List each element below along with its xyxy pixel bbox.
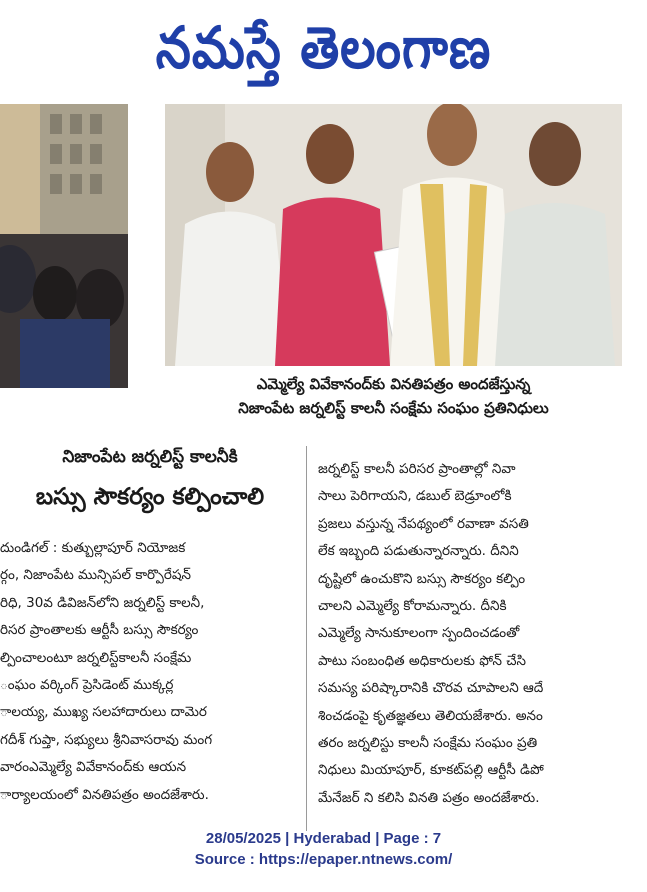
body-line: శించడంపై కృతజ్ఞతలు తెలియజేశారు. అనం	[318, 707, 543, 724]
body-line: జర్నలిస్ట్ కాలనీ పరిసర ప్రాంతాల్లో నివా	[318, 461, 516, 477]
body-line: గదీశ్ గుప్తా, సభ్యులు శ్రీనివాసరావు మంగ	[0, 731, 213, 748]
body-line: ార్యాలయంలో వినతిపత్రం అందజేశారు.	[0, 786, 209, 803]
body-line: సమస్య పరిష్కారానికి చొరవ చూపాలని ఆదే	[318, 680, 544, 697]
body-line: ంఘం వర్కింగ్ ప్రెసిడెంట్ ముక్కర్ల	[0, 677, 174, 694]
photo-illustration	[165, 104, 622, 366]
body-line: ాలయ్య, ముఖ్య సలహాదారులు దామెర	[0, 704, 207, 721]
body-line: వారంఎమ్మెల్యే వివేకానంద్‌కు ఆయన	[0, 759, 187, 776]
main-photo	[165, 104, 622, 366]
body-line: తరం జర్నలిస్టు కాలనీ సంక్షేమ సంఘం ప్రతి	[318, 735, 538, 752]
headline-main: బస్సు సౌకర్యం కల్పించాలి	[35, 484, 265, 510]
photo-caption	[165, 372, 622, 420]
body-line: పాటు సంబంధిత అధికారులకు ఫోన్ చేసి	[318, 652, 526, 669]
body-line: మేనేజర్ ని కలిసి వినతి పత్రం అందజేశారు.	[318, 789, 540, 806]
newspaper-logo: నమస్తే తెలంగాణ	[155, 14, 492, 81]
photo-left-crop	[0, 104, 128, 388]
photo-illustration	[0, 104, 128, 388]
body-line: రిసర ప్రాంతాలకు ఆర్టీసీ బస్సు సౌకర్యం	[0, 622, 199, 639]
page-footer	[0, 828, 647, 870]
body-line: లేక ఇబ్బంది పడుతున్నారన్నారు. దీనిని	[318, 543, 519, 560]
body-line: ల్పించాలంటూ జర్నలిస్ట్‌కాలనీ సంక్షేమ	[0, 649, 192, 666]
masthead	[0, 0, 647, 95]
body-line: నిధులు మియాపూర్, కూకట్‌పల్లి ఆర్టీసీ డిపో	[318, 762, 544, 779]
body-line: ప్రజలు వస్తున్న నేపథ్యంలో రవాణా వసతి	[318, 515, 529, 532]
body-line: దృష్టిలో ఉంచుకొని బస్సు సౌకర్యం కల్పిం	[318, 570, 526, 587]
body-line: చాలని ఎమ్మెల్యే కోరామన్నారు. దీనికి	[318, 598, 507, 615]
body-line: ఎమ్మెల్యే సానుకూలంగా స్పందించడంతో	[318, 625, 520, 642]
caption-line: ఎమ్మెల్యే వివేకానంద్‌కు వినతిపత్రం అందజేస్తున్న	[256, 375, 531, 393]
body-line: ర్గం, నిజాంపేట మున్సిపల్ కార్పొరేషన్	[0, 567, 191, 584]
article-body-right	[318, 456, 622, 812]
body-line: రిధి, 30వ డివిజన్‌లోని జర్నలిస్ట్ కాలనీ,	[0, 594, 205, 611]
footer-source-link[interactable]: Source : https://epaper.ntnews.com/	[194, 851, 453, 868]
headline-kicker: నిజాంపేట జర్నలిస్ట్ కాలనీకి	[62, 447, 238, 467]
body-line: దుండిగల్ : కుత్బుల్లాపూర్ నియోజక	[0, 540, 186, 556]
column-divider	[306, 446, 307, 831]
body-line: సాలు పెరిగాయని, డబుల్ బెడ్రూంలోకి	[318, 488, 512, 505]
caption-line: నిజాంపేట జర్నలిస్ట్ కాలనీ సంక్షేమ సంఘం ప్రతినిధులు	[238, 399, 549, 417]
article-body-left	[0, 535, 298, 809]
footer-dateline: 28/05/2025 | Hyderabad | Page : 7	[205, 830, 442, 847]
